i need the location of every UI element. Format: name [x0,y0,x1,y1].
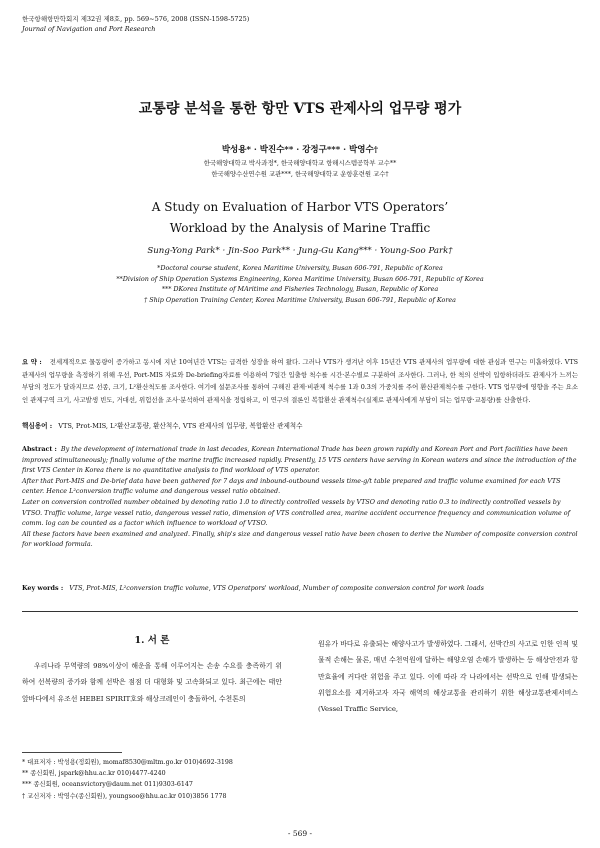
keywords-en [22,583,578,594]
keywords-ko [22,420,578,430]
title-en-line: Workload by the Analysis of Marine Traffic [169,221,431,235]
journal-name-en: Journal of Navigation and Port Research [22,25,156,33]
abstract-ko [22,356,578,406]
keywords-ko-label: 핵심용어 : [22,422,53,430]
authors-en: Sung-Yong Park* · Jin-Soo Park** · Jung-Gu Kang*** · Young-Soo Park† [147,246,453,256]
affiliation-en-line: *Doctoral course student, Korea Maritime University, Busan 606-791, Republic of Korea [157,264,443,272]
abstract-en-paragraph: Later on conversion controlled number obtained by denoting ratio 1.0 to directly controlled vessels by VTSO and denoting ratio 0.3 to indirectly controlled vessels by VTSO. Traffic volume, large vessel ratio, dangerous vessel ratio, dimension of VTS controlled area, marine accident occurrence frequency and communication volume of comm. log can be counted as a factor which influence to workload of VTSO. [22,497,571,528]
footnote: † 교신저자 : 박영수(종신회원), youngsoo@hhu.ac.kr 010)3856 1778 [22,792,227,800]
paper-title-ko: 교통량 분석을 통한 항만 VTS 관제사의 업무량 평가 [138,101,462,117]
abstract-en-text: By the development of international trade in last decades, Korean International Trade has been grown rapidly and Korean Port and Port facilities have been improved stimultaneously; finally volume of the marine traffic increased rapidly. Presently, 15 VTS centers have serving in Korean waters and since the introduction of the first VTS Center in Korea there is no quantitative analysis to find workload of VTS operator. [22,445,577,475]
journal-header [22,14,249,34]
affiliation-en-line: **Division of Ship Operation Systems Engineering, Korea Maritime University, Busan 606-791, Republic of Korea [116,274,484,283]
affiliations-en [0,263,600,305]
abstract-en-paragraph: After that Port-MIS and De-brief data have been gathered for 7 days and inbound-outbound vessels time-g/t table prepared and traffic volume examined for each VTS center. Hence L²conversion traffic volume and dangerous vessel ratio obtained. [22,476,561,496]
affiliation-ko-line: 한국해양대학교 박사과정*, 한국해양대학교 항해시스템공학부 교수** [203,159,397,167]
footnote-divider [22,752,122,753]
paper-title-en [0,197,600,239]
page-number: - 569 - [287,829,313,838]
journal-citation-ko: 한국항해항만학회지 제32권 제8호, pp. 569~576, 2008 (ISSN-1598-5725) [22,15,250,23]
section-heading: 1. 서 론 [134,635,170,646]
keywords-ko-text: VTS, Prot-MIS, L²환산교통량, 환산척수, VTS 관제사의 업무량, 복합환산 관제척수 [58,422,303,430]
abstract-ko-label: 요 약 : [22,358,42,366]
abstract-ko-text: 전세계적으로 물동량이 증가하고 동시에 지난 10여년간 VTS는 급격한 성장을 하여 왔다. 그러나 VTS가 생겨난 이후 15년간 VTS 관제사의 업무량에 대한 관심과 연구는 미흡하였다. VTS 관제사의 업무량을 측정하기 위해 우선, Port-MIS 자료와 De-briefing자료를 이용하여 7일간 입출항 척수를 시간·본수별로 구분하여 조사한다. 그러나, 한 척의 선박이 입항하더라도 관제사가 느끼는 부담의 정도가 달라지므로 선종, 크기, L²환산척도를 조사한다. 여기에 설문조사를 통하여 구해진 관제·비관제 척수를 1과 0.3의 가중치를 주어 환산관제척수를 구한다. VTS 업무량에 영향을 주는 요소인 관제구역 크기, 사고발생 빈도, 거대선, 위험선을 조사·분석하여 관제식을 정립하고, 이 연구의 결론인 복합환산 관제척수(실제로 관제사에게 부담이 되는 업무량·교통량)를 산출한다. [22,358,579,404]
footnote: ** 종신회원, jspark@hhu.ac.kr 010)4477-4240 [22,770,166,778]
authors-ko: 박성용* · 박진수** · 강정구*** · 박영수† [221,145,379,155]
body-column-left: 우리나라 무역량의 98%이상이 해운을 통해 이루어지는 손송 수요를 충족하기 위하여 선복량의 증가와 함께 선박은 점점 더 대형화 및 고속화되고 있다. 최근에는 태안 앞바다에서 유조선 HEBEI SPIRIT호와 해상크레인이 충돌하여, 수천톤의 [22,662,282,703]
abstract-en-paragraph [22,444,578,476]
affiliation-en-line: † Ship Operation Training Center, Korea Maritime University, Busan 606-791, Republic of Korea [144,295,456,304]
abstract-en [22,444,578,550]
affiliations-ko [0,158,600,180]
abstract-en-label: Abstract : [22,445,57,453]
affiliation-ko-line: 한국해양수산연수원 교관***, 한국해양대학교 운항훈련원 교수† [211,170,389,178]
title-en-line: A Study on Evaluation of Harbor VTS Operators’ [151,200,449,214]
affiliation-en-line: *** DKorea Institute of MAritime and Fisheries Technology, Busan, Republic of Korea [161,285,439,293]
keywords-en-label: Key words : [22,584,64,592]
abstract-en-paragraph: All these factors have been examined and analyzed. Finally, ship's size and dangerous vessel ratio have been chosen to derive the Number of composite conversion control for workload formula. [22,529,578,549]
footnotes [22,757,302,802]
divider [22,611,578,612]
keywords-en-text: VTS, Prot-MIS, L²conversion traffic volume, VTS Operatpors' workload, Number of composite conversion control for work loads [69,584,484,592]
footnote: *** 종신회원, oceansvictory@daum.net 011)9303-6147 [22,781,193,789]
body-column-right: 원유가 바다로 유출되는 해양사고가 발생하였다. 그래서, 선박간의 사고로 인한 인적 및 물적 손해는 물론, 매년 수천억원에 달하는 해양오염 손해가 발생하는 등 해상안전과 항만효율에 커다란 위험을 주고 있다. 이에 따라 각 나라에서는 선박으로 인해 발생되는 위험요소를 제거하고자 자국 해역의 해상교통을 관리하기 위한 해상교통관제서비스(Vessel Traffic Service, [318,640,578,714]
footnote: * 대표저자 : 박성용(정회원), momaf8530@mltm.go.kr 010)4692-3198 [22,759,233,766]
